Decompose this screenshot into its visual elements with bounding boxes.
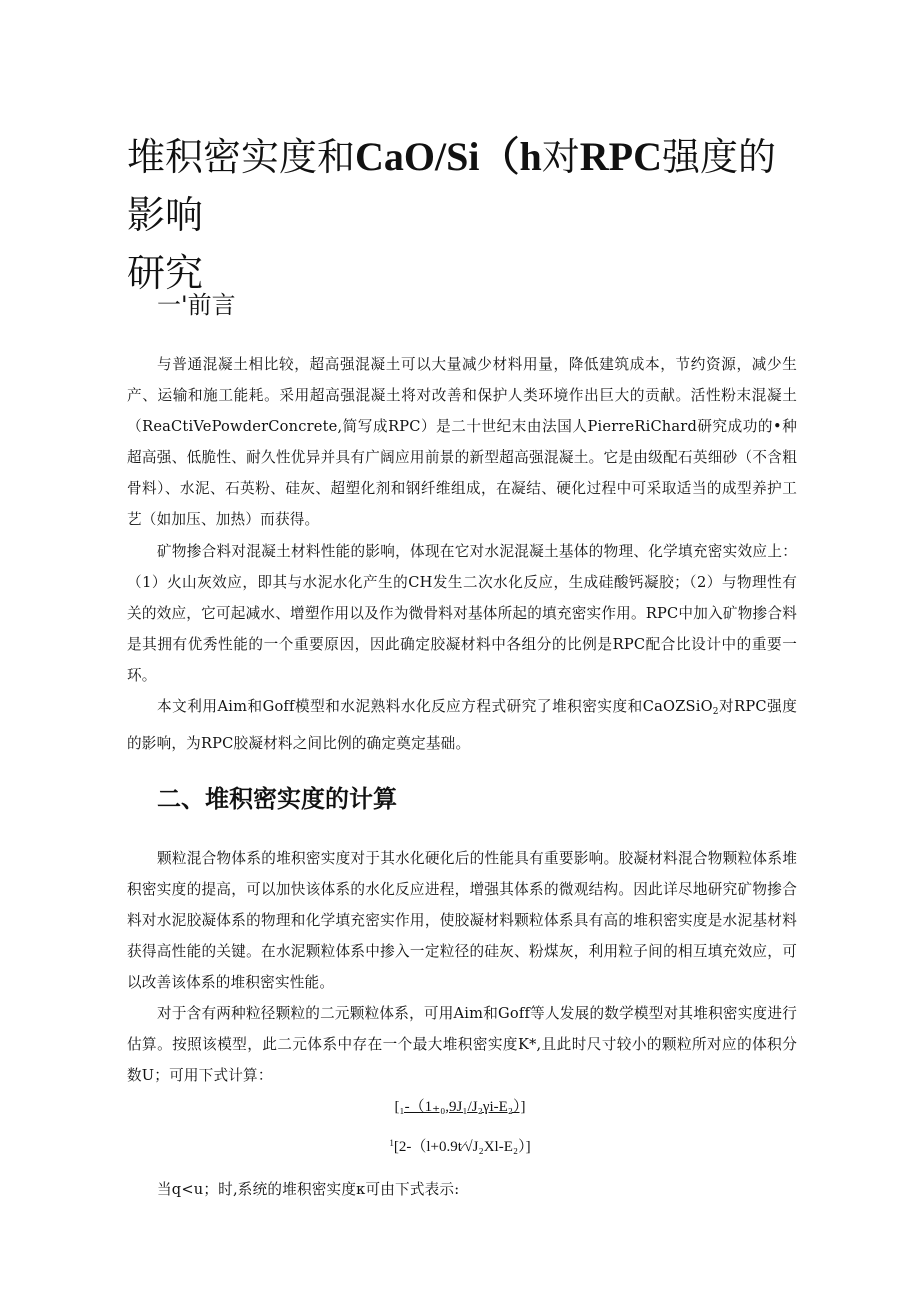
paragraph-3-text-b: 对RPC强度的影响，为RPC胶凝材料之间比例的确定奠定基础。 — [127, 698, 797, 752]
section-heading-preface: 一'前言 — [157, 291, 236, 319]
paragraph-3-text-a: 本文利用Aim和Goff模型和水泥熟料水化反应方程式研究了堆积密实度和CaOZSiO — [157, 698, 713, 715]
paragraph-1: 与普通混凝土相比较，超高强混凝土可以大量减少材料用量，降低建筑成本，节约资源，减少生产、运输和施工能耗。采用超高强混凝土将对改善和保护人类环境作出巨大的贡献。活性粉末混凝土（ReaCtiVePowderConcrete,简写成RPC）是二十世纪末由法国人PierreRiChard研究成功的•种超高强、低脆性、耐久性优异并具有广阔应用前景的新型超高强混凝土。它是由级配石英细砂（不含粗骨料）、水泥、石英粉、硅灰、超塑化剂和钢纤维组成，在凝结、硬化过程中可采取适当的成型养护工艺（如加压、加热）而获得。 — [127, 356, 797, 528]
title-part-6: 研究 — [127, 251, 204, 295]
paragraph-5: 对于含有两种粒径颗粒的二元颗粒体系，可用Aim和Goff等人发展的数学模型对其堆积密实度进行估算。按照该模型，此二元体系中存在一个最大堆积密实度K*,且此时尺寸较小的颗粒所对应的体积分数U；可用下式计算： — [127, 1005, 797, 1084]
paragraph-4: 颗粒混合物体系的堆积密实度对于其水化硬化后的性能具有重要影响。胶凝材料混合物颗粒体系堆积密实度的提高，可以加快该体系的水化反应进程，增强其体系的微观结构。因此详尽地研究矿物掺合料对水泥胶凝体系的物理和化学填充密实作用，使胶凝材料颗粒体系具有高的堆积密实度是水泥基材料获得高性能的关键。在水泥颗粒体系中掺入一定粒径的硅灰、粉煤灰，利用粒子间的相互填充效应，可以改善该体系的堆积密实性能。 — [127, 850, 797, 991]
formula-numerator-text: [₁-（1₊₀,9J₁/J₂γi-E₂）] — [394, 1099, 526, 1115]
title-part-3: 对 — [541, 135, 580, 179]
paragraph-2: 矿物掺合料对混凝土材料性能的影响，体现在它对水泥混凝土基体的物理、化学填充密实效应上：（1）火山灰效应，即其与水泥水化产生的CH发生二次水化反应，生成硅酸钙凝胶；（2）与物理性有关的效应，它可起减水、增塑作用以及作为微骨料对基体所起的填充密实作用。RPC中加入矿物掺合料是其拥有优秀性能的一个重要原因，因此确定胶凝材料中各组分的比例是RPC配合比设计中的重要一环。 — [127, 543, 797, 684]
title-part-1: 堆积密实度和 — [127, 135, 356, 179]
paragraph-6: 当q<u；时,系统的堆积密实度κ可由下式表示: — [157, 1181, 460, 1198]
document-title — [127, 128, 807, 302]
title-part-2: CaO/Si（h — [355, 134, 542, 179]
title-part-5: 强度的影响 — [127, 135, 776, 237]
paragraph-3 — [127, 691, 797, 759]
paragraph-3-subscript: 2 — [712, 707, 719, 717]
formula-denominator-superscript: 1 — [389, 1138, 394, 1148]
formula-denominator-text: [2-（l+0.9t⁄√J₂Xl-E₂）] — [393, 1139, 531, 1155]
formula-denominator — [0, 1133, 920, 1157]
section-heading-packing-density: 二、堆积密实度的计算 — [157, 785, 397, 813]
formula-numerator — [0, 1097, 920, 1117]
title-part-4: RPC — [579, 134, 662, 179]
